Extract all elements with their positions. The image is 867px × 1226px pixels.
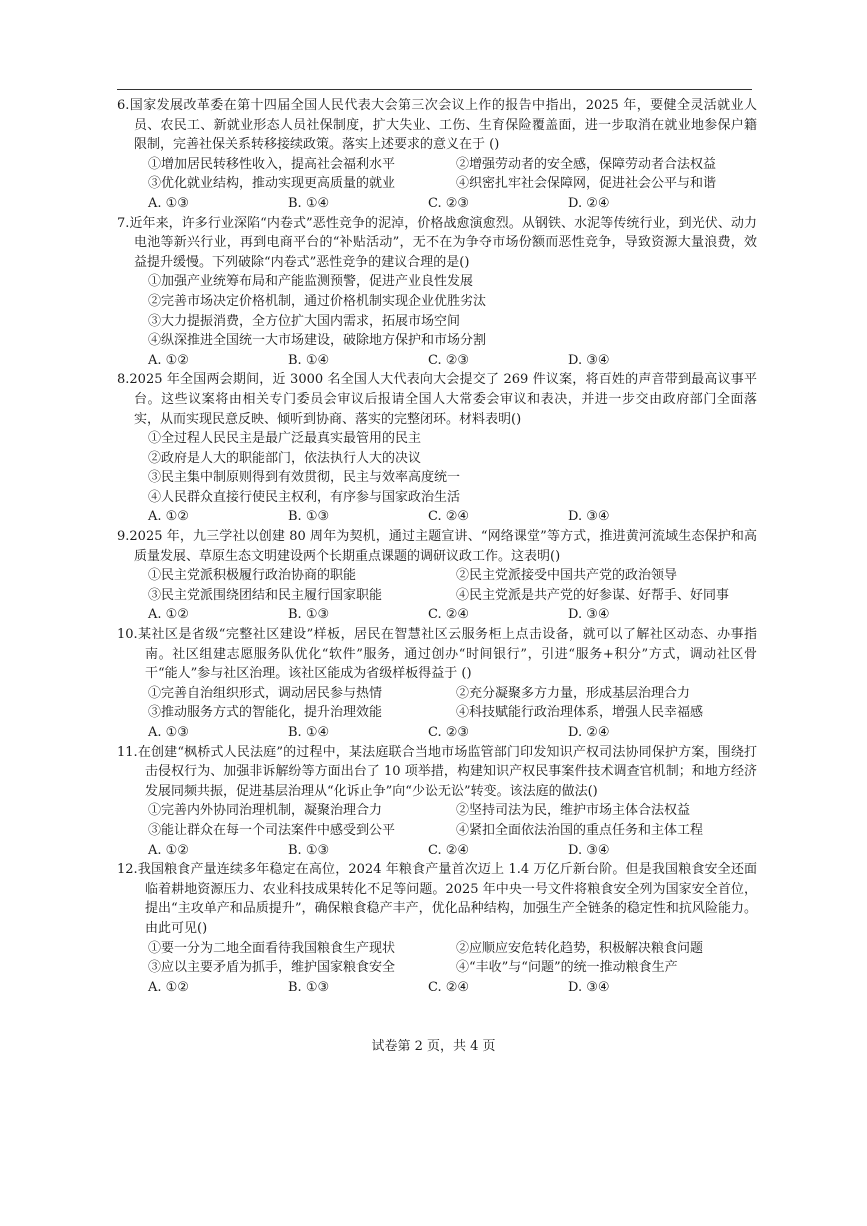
option-row	[117, 684, 757, 704]
page-footer: 试卷第 2 页，共 4 页	[371, 1039, 496, 1054]
answer-choices	[117, 841, 757, 861]
question-stem: 6.国家发展改革委在第十四届全国人民代表大会第三次会议上作的报告中指出，2025 年，要健全灵活就业人员、农民工、新就业形态人员社保制度，扩大失业、工伤、生育保险覆盖面，进一步取消在就业地参保户籍限制，完善社保关系转移接续政策。落实上述要求的意义在于 ()	[117, 98, 757, 153]
question-stem: 10.某社区是省级“完整社区建设”样板，居民在智慧社区云服务柜上点击设备，就可以了解社区动态、办事指南。社区组建志愿服务队优化“软件”服务，通过创办“时间银行”，引进“服务+积分”方式，调动社区骨干“能人”参与社区治理。该社区能成为省级样板得益于 ()	[117, 627, 757, 682]
answer-d: D. ③④	[568, 509, 610, 525]
answer-a: A. ①②	[148, 979, 189, 995]
question-stem: 7.近年来，许多行业深陷“内卷式”恶性竞争的泥淖，价格战愈演愈烈。从钢铁、水泥等传统行业，到光伏、动力电池等新兴行业，再到电商平台的“补贴活动”，无不在为争夺市场份额而恶性竞争，导致资源大量浪费，效益提升缓慢。下列破除“内卷式”恶性竞争的建议合理的是()	[117, 215, 757, 270]
answer-d: D. ③④	[568, 842, 610, 858]
answer-choices	[117, 351, 757, 371]
answer-c: C. ②③	[428, 352, 470, 368]
option-row	[117, 958, 757, 978]
option-2: ②坚持司法为民，维护市场主体合法权益	[456, 803, 691, 819]
answer-b: B. ①④	[288, 725, 330, 740]
option-3: ③应以主要矛盾为抓手，维护国家粮食安全	[148, 960, 396, 976]
answer-choices	[117, 605, 757, 625]
answer-c: C. ②④	[428, 509, 470, 525]
option-1: ①全过程人民民主是最广泛最真实最管用的民主	[148, 431, 422, 447]
option-2: ②政府是人大的职能部门，依法执行人大的决议	[148, 450, 422, 466]
option-2: ②充分凝聚多方力量，形成基层治理合力	[456, 685, 691, 701]
option-1: ①完善内外协同治理机制，凝聚治理合力	[148, 803, 383, 819]
option-2: ②民主党派接受中国共产党的政治领导	[456, 568, 678, 584]
question-stem: 12.我国粮食产量连续多年稳定在高位，2024 年粮食产量首次迈上 1.4 万亿斤新台阶。但是我国粮食安全还面临着耕地资源压力、农业科技成果转化不足等问题。2025 年中央一号文件将粮食安全列为国家安全首位，提出“主攻单产和品质提升”，确保粮食稳产丰产，优化品种结构，加强生产全链条的稳定性和抗风险能力。由此可见()	[117, 862, 757, 936]
option-row	[117, 703, 757, 723]
answer-d: D. ③④	[568, 352, 610, 368]
question-8	[117, 370, 757, 527]
option-row	[117, 801, 757, 821]
answer-a: A. ①③	[148, 725, 189, 740]
answer-c: C. ②③	[428, 195, 470, 211]
answer-d: D. ③④	[568, 607, 610, 623]
option-row	[117, 586, 757, 606]
option-1: ①要一分为二地全面看待我国粮食生产现状	[148, 940, 396, 956]
question-6	[117, 96, 757, 214]
question-7	[117, 214, 757, 371]
header-rule	[117, 89, 752, 90]
question-list	[117, 96, 757, 997]
option-4: ④织密扎牢社会保障网，促进社会公平与和谐	[456, 176, 717, 192]
answer-b: B. ①④	[288, 195, 330, 211]
question-10	[117, 625, 757, 743]
answer-choices	[117, 507, 757, 527]
option-row	[117, 174, 757, 194]
answer-c: C. ②④	[428, 607, 470, 623]
answer-b: B. ①③	[288, 842, 330, 858]
answer-b: B. ①④	[288, 352, 330, 368]
option-1: ①增加居民转移性收入，提高社会福利水平	[148, 156, 396, 172]
answer-c: C. ②③	[428, 725, 470, 740]
question-9	[117, 527, 757, 625]
answer-d: D. ②④	[568, 725, 610, 740]
answer-choices	[117, 978, 757, 998]
answer-a: A. ①②	[148, 607, 189, 623]
answer-c: C. ②④	[428, 842, 470, 858]
option-1: ①完善自治组织形式，调动居民参与热情	[148, 685, 383, 701]
question-stem: 9.2025 年，九三学社以创建 80 周年为契机，通过主题宣讲、“网络课堂”等方式，推进黄河流域生态保护和高质量发展、草原生态文明建设两个长期重点课题的调研议政工作。这表明()	[117, 529, 757, 564]
answer-d: D. ②④	[568, 195, 610, 211]
answer-choices	[117, 194, 757, 214]
option-1: ①加强产业统筹布局和产能监测预警，促进产业良性发展	[148, 274, 474, 290]
answer-a: A. ①②	[148, 509, 189, 525]
option-4: ④“丰收”与“问题”的统一推动粮食生产	[456, 960, 678, 976]
option-3: ③民主党派围绕团结和民主履行国家职能	[148, 587, 383, 603]
option-4: ④纵深推进全国统一大市场建设，破除地方保护和市场分割	[148, 333, 487, 349]
answer-a: A. ①③	[148, 195, 189, 211]
option-4: ④民主党派是共产党的好参谋、好帮手、好同事	[456, 587, 730, 603]
option-3: ③能让群众在每一个司法案件中感受到公平	[148, 822, 396, 838]
option-row	[117, 939, 757, 959]
answer-b: B. ①③	[288, 979, 330, 995]
answer-b: B. ①③	[288, 509, 330, 525]
option-row	[117, 155, 757, 175]
question-12	[117, 860, 757, 997]
option-3: ③民主集中制原则得到有效贯彻，民主与效率高度统一	[148, 470, 461, 486]
question-stem: 11.在创建“枫桥式人民法庭”的过程中，某法庭联合当地市场监管部门印发知识产权司法协同保护方案，围绕打击侵权行为、加强非诉解纷等方面出台了 10 项举措，构建知识产权民事案件技术调查官机制；和地方经济发展同频共振，促进基层治理从“化诉止争”向“少讼无讼”转变。该法庭的做法()	[117, 744, 757, 799]
option-row	[117, 821, 757, 841]
option-4: ④人民群众直接行使民主权利，有序参与国家政治生活	[148, 489, 461, 505]
option-2: ②应顺应安危转化趋势，积极解决粮食问题	[456, 940, 704, 956]
option-4: ④紧扣全面依法治国的重点任务和主体工程	[456, 822, 704, 838]
answer-a: A. ①②	[148, 352, 189, 368]
question-11	[117, 743, 757, 861]
option-4: ④科技赋能行政治理体系，增强人民幸福感	[456, 705, 704, 721]
option-3: ③推动服务方式的智能化，提升治理效能	[148, 705, 383, 721]
answer-b: B. ①③	[288, 607, 330, 623]
answer-choices	[117, 723, 757, 743]
question-stem: 8.2025 年全国两会期间，近 3000 名全国人大代表向大会提交了 269 件议案，将百姓的声音带到最高议事平台。这些议案将由相关专门委员会审议后报请全国人大常委会审议和表决，并进一步交由政府部门全面落实，从而实现民意反映、倾听到协商、落实的完整闭环。材料表明()	[117, 372, 757, 427]
option-2: ②增强劳动者的安全感，保障劳动者合法权益	[456, 156, 717, 172]
answer-d: D. ③④	[568, 979, 610, 995]
option-row	[117, 566, 757, 586]
option-2: ②完善市场决定价格机制，通过价格机制实现企业优胜劣汰	[148, 293, 487, 309]
option-1: ①民主党派积极履行政治协商的职能	[148, 568, 357, 584]
option-3: ③大力提振消费，全方位扩大国内需求，拓展市场空间	[148, 313, 461, 329]
answer-a: A. ①②	[148, 842, 189, 858]
answer-c: C. ②④	[428, 979, 470, 995]
option-3: ③优化就业结构，推动实现更高质量的就业	[148, 176, 396, 192]
